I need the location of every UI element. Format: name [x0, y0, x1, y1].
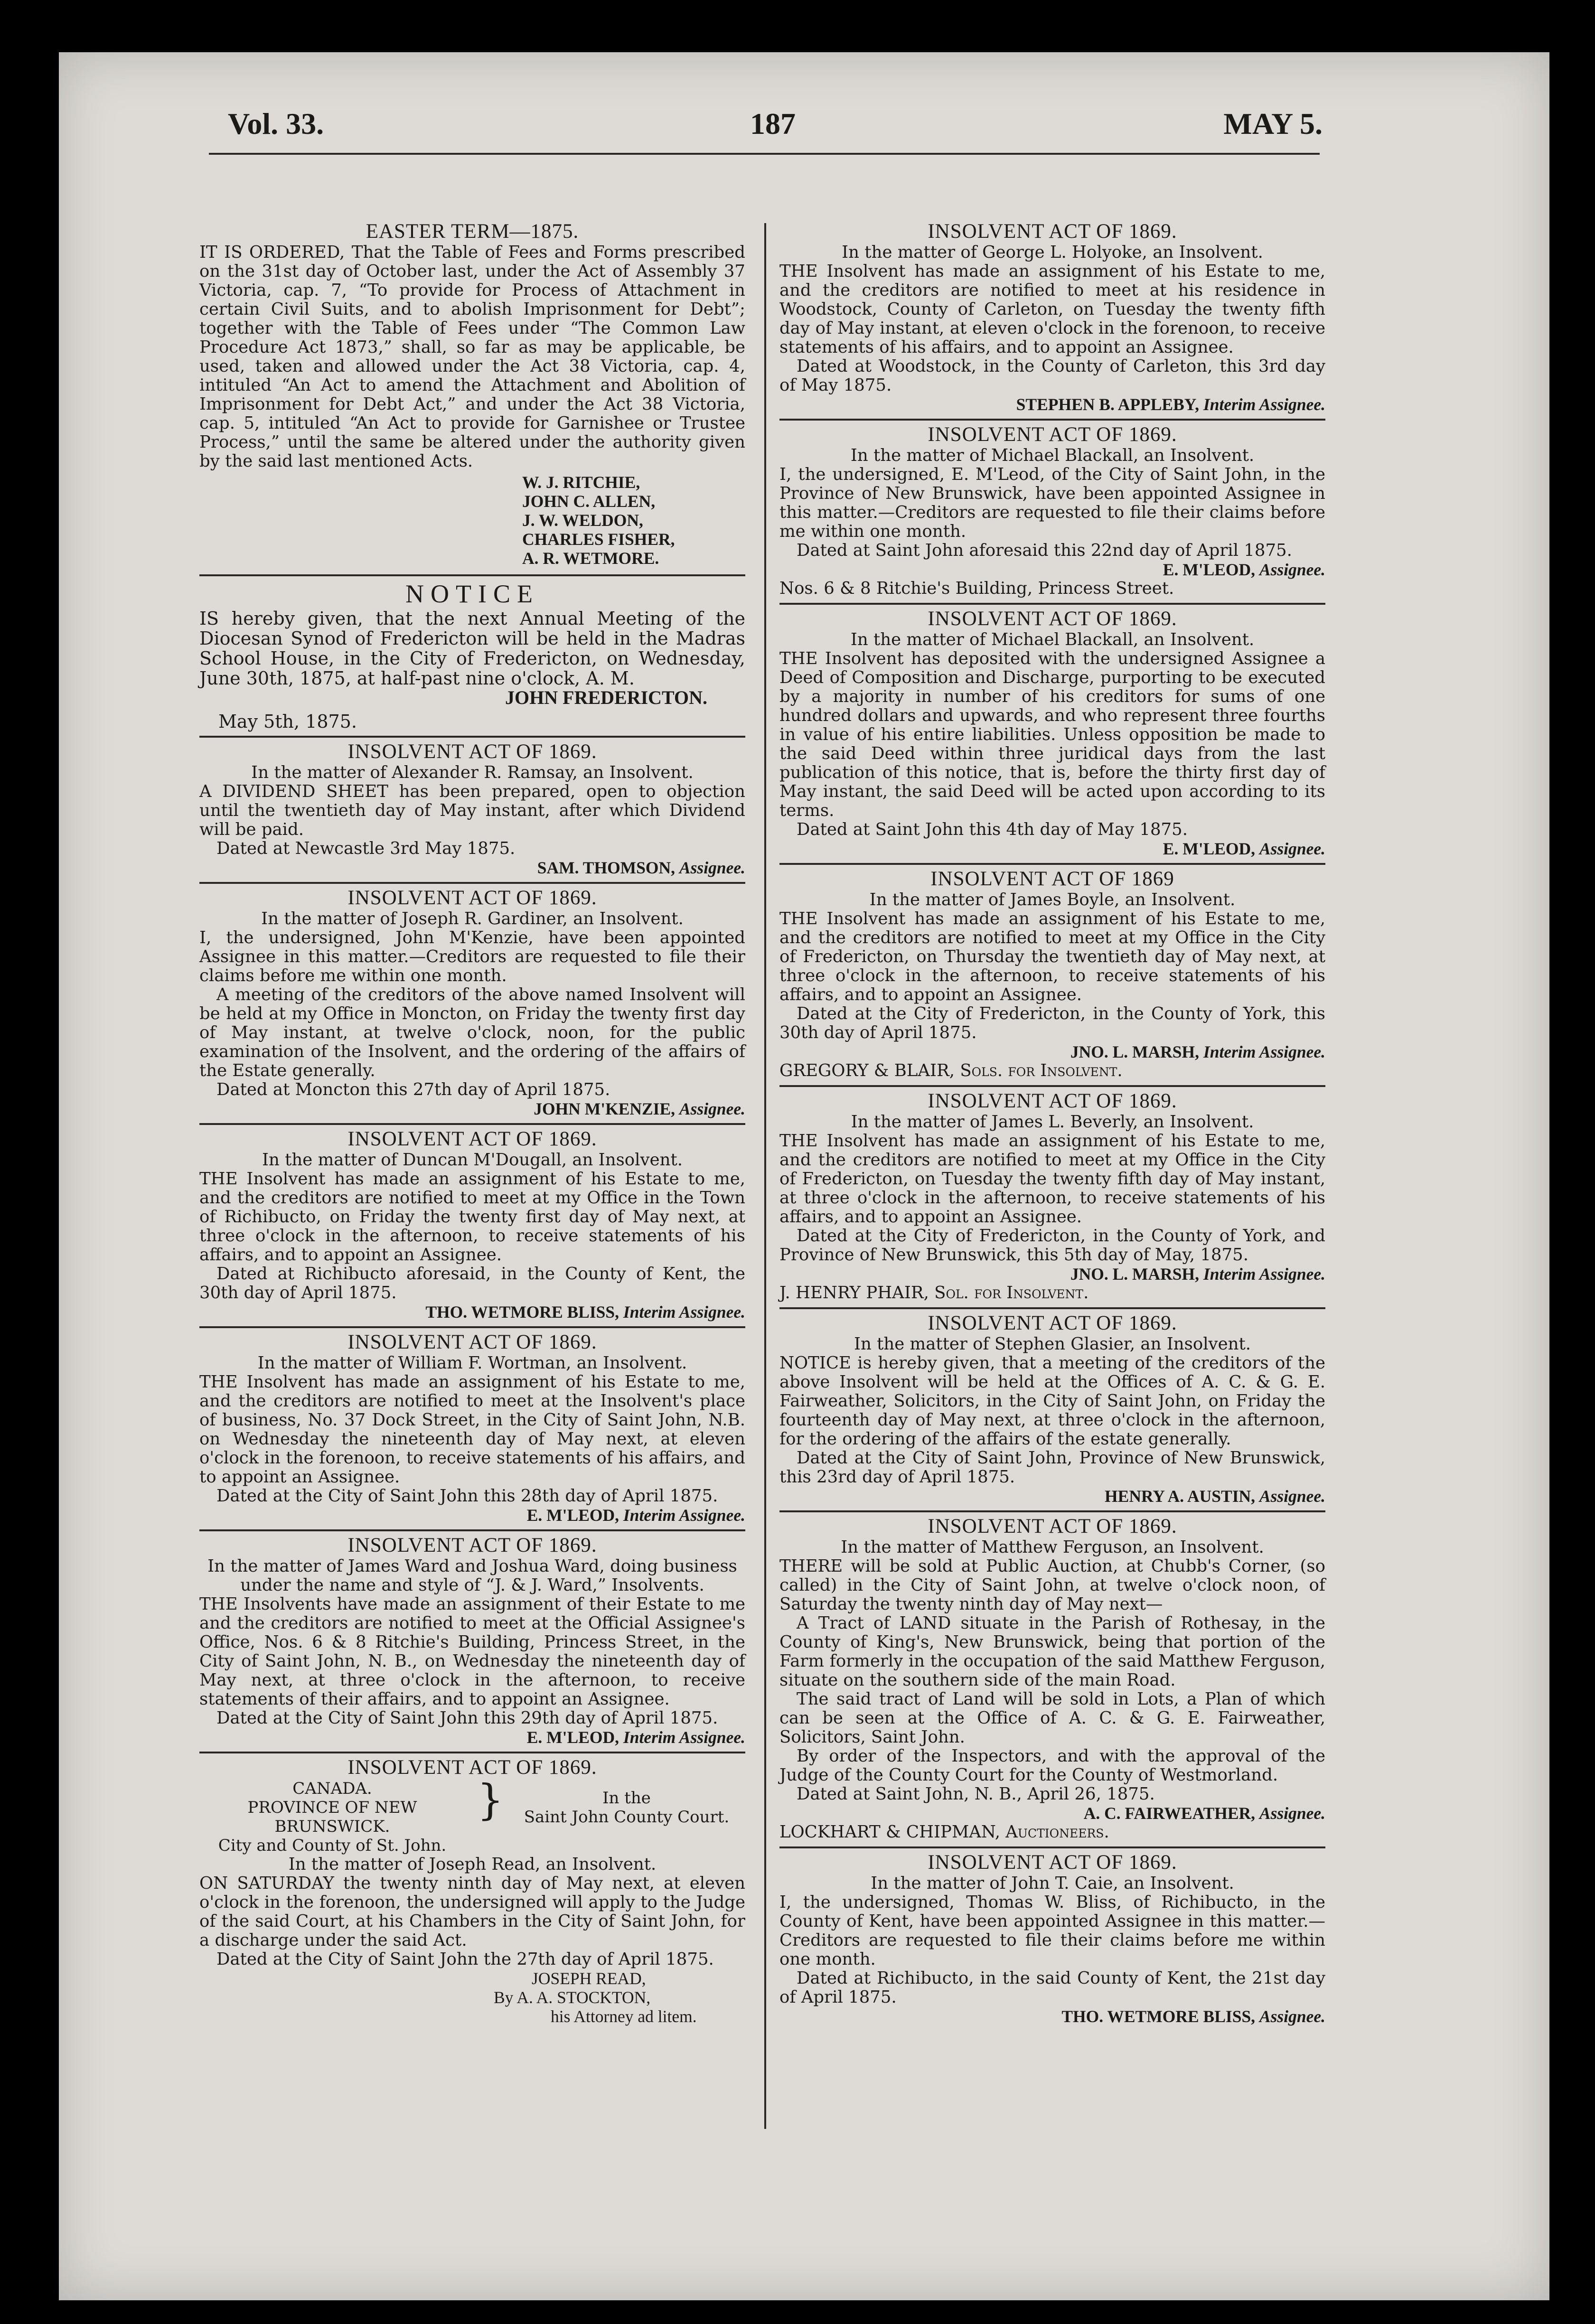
notice-body: THE Insolvent has deposited with the undersigned Assignee a Deed of Composition and Discharge, purporting to be executed by a majority in number of his creditors for sums of one hundred dollars and upwards, and who represent three fourths in value of his entire liabilities. Unless opposition be made to the said Deed within three juridical days from the last publication of this notice, that is, before the thirty first day of May instant, the said Deed will be acted upon according to its terms.: [779, 649, 1325, 820]
notice-dated: Dated at Moncton this 27th day of April 1875.: [216, 1080, 610, 1099]
signature-line: By A. A. STOCKTON,: [494, 1988, 651, 2007]
notice-title: INSOLVENT ACT OF 1869: [930, 868, 1174, 890]
notice-subject: In the matter of Joseph R. Gardiner, an Insolvent.: [261, 909, 684, 928]
signature-role: Interim Assignee.: [623, 1303, 745, 1321]
notice-signature: JOHN FREDERICTON.: [505, 687, 707, 708]
notice-signature: JNO. L. MARSH, Interim Assignee.: [1070, 1042, 1325, 1061]
notice-body: A Tract of LAND situate in the Parish of Rothesay, in the County of King's, New Brunswick, being that portion of the Farm formerly in the occupation of the said Matthew Ferguson, situate on the southern side of the main Road.: [779, 1613, 1325, 1690]
notice-subject: In the matter of James Ward and Joshua Ward, doing business under the name and style of “J. & J. Ward,” Insolvents.: [207, 1556, 737, 1595]
signature-role: Assignee.: [1259, 1804, 1325, 1823]
court-country: CANADA.: [292, 1779, 372, 1798]
court-heading: [199, 1775, 745, 1855]
signature-line: CHARLES FISHER,: [522, 530, 675, 549]
notice-dated: Dated at the City of Saint John the 27th day of April 1875.: [216, 1949, 714, 1969]
notice-body: THE Insolvent has made an assignment of his Estate to me, and the creditors are notified to meet at my Office in the City of Fredericton, on Thursday the twentieth day of May next, at three o'clock in the afternoon, to receive statements of his affairs, and to appoint an Assignee.: [779, 909, 1325, 1004]
notice-dated: Dated at the City of Fredericton, in the County of York, this 30th day of April 1875.: [779, 1004, 1325, 1042]
page-number: 187: [750, 107, 796, 141]
notice-blackall-composition: [779, 603, 1325, 863]
signature-role: Assignee.: [1259, 839, 1325, 858]
notice-body: A meeting of the creditors of the above named Insolvent will be held at my Office in Moncton, on Friday the twenty first day of May instant, at twelve o'clock, noon, for the public examination of the Insolvent, and the ordering of the affairs of the Estate generally.: [199, 985, 745, 1080]
notice-solicitor: J. HENRY PHAIR, Sol. for Insolvent.: [779, 1283, 1089, 1303]
right-column: [779, 217, 1325, 2031]
notice-body: By order of the Inspectors, and with the approval of the Judge of the County Court for the County of Westmorland.: [779, 1746, 1325, 1785]
notice-body: IS hereby given, that the next Annual Meeting of the Diocesan Synod of Fredericton will be held in the Madras School House, in the City of Fredericton, on Wednesday, June 30th, 1875, at half-past nine o'clock, A. M.: [199, 608, 745, 689]
notice-subject: In the matter of Michael Blackall, an Insolvent.: [850, 630, 1255, 649]
notice-signature-block: [494, 1969, 745, 2026]
notice-signature: STEPHEN B. APPLEBY, Interim Assignee.: [1016, 395, 1325, 414]
notice-title: INSOLVENT ACT OF 1869.: [928, 220, 1177, 243]
notice-easter-term: [199, 217, 745, 574]
notice-title: INSOLVENT ACT OF 1869.: [347, 1534, 597, 1556]
notice-body: A DIVIDEND SHEET has been prepared, open to objection until the twentieth day of May instant, after which Dividend will be paid.: [199, 782, 745, 839]
notice-signature: E. M'LEOD, Assignee.: [1163, 560, 1325, 579]
notice-ward: [199, 1529, 745, 1752]
signature-role: Interim Assignee.: [1203, 1265, 1325, 1284]
notice-body: THERE will be sold at Public Auction, at Chubb's Corner, (so called) in the City of Saint John, at twelve o'clock noon, of Saturday the twenty ninth day of May next—: [779, 1556, 1325, 1614]
notice-ramsay: [199, 736, 745, 882]
notice-blackall-assignee: [779, 419, 1325, 603]
notice-title: INSOLVENT ACT OF 1869.: [928, 1515, 1177, 1537]
notice-dated: Dated at Newcastle 3rd May 1875.: [216, 839, 516, 858]
court-county: City and County of St. John.: [218, 1836, 447, 1855]
signature-role: Assignee.: [1259, 560, 1325, 579]
notice-auctioneers: LOCKHART & CHIPMAN, Auctioneers.: [779, 1822, 1109, 1842]
notice-title: INSOLVENT ACT OF 1869.: [928, 608, 1177, 630]
signature-role: Assignee.: [1259, 1487, 1325, 1506]
notice-title: NOTICE: [405, 580, 539, 608]
notice-body: THE Insolvent has made an assignment of his Estate to me, and the creditors are notified to meet at the Insolvent's place of business, No. 37 Dock Street, in the City of Saint John, N.B. on Wednesday the nineteenth day of May next, at eleven o'clock in the forenoon, to receive statements of his affairs, and to appoint an Assignee.: [199, 1372, 745, 1487]
notice-signature: A. C. FAIRWEATHER, Assignee.: [1083, 1804, 1325, 1823]
notice-body: I, the undersigned, Thomas W. Bliss, of Richibucto, in the County of Kent, have been appointed Assignee in this matter.—Creditors are requested to file their claims before me within one month.: [779, 1893, 1325, 1969]
signature-line: JOHN C. ALLEN,: [522, 492, 656, 511]
notice-body: IT IS ORDERED, That the Table of Fees and Forms prescribed on the 31st day of October last, under the Act of Assembly 37 Victoria, cap. 7, “To provide for Process of Attachment in certain Civil Suits, and to abolish Imprisonment for Debt”; together with the Table of Fees under “The Common Law Procedure Act 1873,” shall, so far as may be applicable, be used, taken and allowed under the Act 38 Victoria, cap. 4, intituled “An Act to amend the Attachment and Abolition of Imprisonment for Debt Act,” and under the Act 38 Victoria, cap. 5, intituled “An Act to provide for Garnishee or Trustee Process,” until the same be altered under the authority given by the said last mentioned Acts.: [199, 243, 745, 471]
signature-role: Interim Assignee.: [1203, 395, 1325, 414]
court-province: PROVINCE OF NEW BRUNSWICK.: [247, 1798, 417, 1836]
volume-number: Vol. 33.: [228, 107, 324, 141]
notice-body: THE Insolvent has made an assignment of his Estate to me, and the creditors are notified to meet at my Office in the Town of Richibucto, on Friday the twenty first day of May next, at three o'clock in the afternoon, to receive statements of his affairs, and to appoint an Assignee.: [199, 1169, 745, 1265]
notice-glasier: [779, 1307, 1325, 1510]
notice-title: INSOLVENT ACT OF 1869.: [928, 1090, 1177, 1112]
notice-signature: JNO. L. MARSH, Interim Assignee.: [1070, 1265, 1325, 1284]
notice-dated: Dated at Saint John, N. B., April 26, 1875.: [797, 1784, 1155, 1804]
notice-body: ON SATURDAY the twenty ninth day of May next, at eleven o'clock in the forenoon, the undersigned will apply to the Judge of the said Court, at his Chambers in the City of Saint John, for a discharge under the said Act.: [199, 1874, 745, 1950]
notice-signature: JOHN M'KENZIE, Assignee.: [534, 1099, 745, 1118]
notice-beverly: [779, 1085, 1325, 1307]
notice-title: EASTER TERM—1875.: [366, 220, 579, 243]
notice-title: INSOLVENT ACT OF 1869.: [347, 1331, 597, 1353]
notice-dated: Dated at Richibucto, in the said County of Kent, the 21st day of April 1875.: [779, 1968, 1325, 2007]
notice-title: INSOLVENT ACT OF 1869.: [347, 740, 597, 763]
signature-role: Interim Assignee.: [1203, 1042, 1325, 1061]
signature-role: Interim Assignee.: [623, 1728, 745, 1747]
notice-date: May 5th, 1875.: [218, 711, 357, 732]
notice-subject: In the matter of Joseph Read, an Insolvent.: [288, 1855, 657, 1874]
notice-caie: [779, 1846, 1325, 2031]
notice-read: [199, 1752, 745, 2031]
notice-body: I, the undersigned, E. M'Leod, of the City of Saint John, in the Province of New Brunswick, have been appointed Assignee in this matter.—Creditors are requested to file their claims before me within one month.: [779, 465, 1325, 541]
notice-dated: Dated at the City of Fredericton, in the County of York, and Province of New Brunswick, this 5th day of May, 1875.: [779, 1226, 1325, 1265]
notice-dated: Dated at the City of Saint John this 28th day of April 1875.: [216, 1486, 718, 1506]
notice-body: I, the undersigned, John M'Kenzie, have been appointed Assignee in this matter.—Creditors are requested to file their claims before me within one month.: [199, 928, 745, 985]
notice-subject: In the matter of Stephen Glasier, an Insolvent.: [854, 1334, 1251, 1354]
column-divider: [764, 223, 766, 2129]
signature-line: J. W. WELDON,: [522, 511, 643, 530]
signature-line: A. R. WETMORE.: [522, 549, 659, 568]
signature-role: Assignee.: [679, 858, 745, 877]
notice-gardiner: [199, 882, 745, 1123]
page-header: [166, 106, 1323, 159]
issue-date: MAY 5.: [1223, 107, 1323, 141]
notice-signature: HENRY A. AUSTIN, Assignee.: [1105, 1487, 1325, 1506]
court-name: Saint John County Court.: [524, 1808, 730, 1827]
notice-subject: In the matter of George L. Holyoke, an Insolvent.: [842, 243, 1263, 262]
court-in-the: In the: [602, 1789, 651, 1808]
left-column: [199, 217, 745, 2031]
judge-signatures: [522, 473, 745, 568]
notice-dated: Dated at Richibucto aforesaid, in the County of Kent, the 30th day of April 1875.: [199, 1264, 745, 1303]
notice-address: Nos. 6 & 8 Ritchie's Building, Princess Street.: [779, 579, 1174, 598]
notice-mcdougall: [199, 1123, 745, 1326]
notice-wortman: [199, 1326, 745, 1529]
notice-dated: Dated at Saint John this 4th day of May 1875.: [797, 820, 1188, 839]
notice-solicitors: GREGORY & BLAIR, Sols. for Insolvent.: [779, 1061, 1123, 1080]
notice-subject: In the matter of Duncan M'Dougall, an Insolvent.: [262, 1150, 683, 1170]
notice-boyle: [779, 863, 1325, 1085]
notice-signature: E. M'LEOD, Assignee.: [1163, 839, 1325, 858]
notice-subject: In the matter of Alexander R. Ramsay, an Insolvent.: [251, 763, 694, 782]
header-rule: [209, 153, 1320, 155]
notice-subject: In the matter of James L. Beverly, an Insolvent.: [851, 1112, 1254, 1132]
notice-signature: THO. WETMORE BLISS, Assignee.: [1061, 2007, 1325, 2026]
notice-dated: Dated at Woodstock, in the County of Carleton, this 3rd day of May 1875.: [779, 356, 1325, 395]
notice-title: INSOLVENT ACT OF 1869.: [928, 1851, 1177, 1874]
notice-body: The said tract of Land will be sold in Lots, a Plan of which can be seen at the Office of A. C. & G. E. Fairweather, Solicitors, Saint John.: [779, 1689, 1325, 1747]
brace-icon: }: [477, 1775, 504, 1824]
signature-role: Interim Assignee.: [623, 1506, 745, 1525]
signature-line: his Attorney ad litem.: [551, 2007, 697, 2026]
signature-line: JOSEPH READ,: [532, 1969, 646, 1988]
notice-signature: E. M'LEOD, Interim Assignee.: [526, 1728, 745, 1747]
notice-subject: In the matter of James Boyle, an Insolvent.: [869, 890, 1236, 909]
notice-title: INSOLVENT ACT OF 1869.: [347, 1128, 597, 1150]
notice-ferguson: [779, 1510, 1325, 1846]
notice-subject: In the matter of John T. Caie, an Insolvent.: [871, 1874, 1234, 1893]
notice-signature: SAM. THOMSON, Assignee.: [537, 858, 745, 877]
notice-body: THE Insolvents have made an assignment of their Estate to me and the creditors are notified to meet at the Official Assignee's Office, Nos. 6 & 8 Ritchie's Building, Princess Street, in the City of Saint John, N. B., on Wednesday the nineteenth day of May next, at three o'clock in the afternoon, to receive statements of their affairs, and to appoint an Assignee.: [199, 1594, 745, 1709]
notice-body: NOTICE is hereby given, that a meeting of the creditors of the above Insolvent will be held at the Offices of A. C. & G. E. Fairweather, Solicitors, in the City of Saint John, on Friday the fourteenth day of May next, at three o'clock in the afternoon, for the ordering of the affairs of the estate generally.: [779, 1353, 1325, 1449]
notice-subject: In the matter of Matthew Ferguson, an Insolvent.: [841, 1537, 1264, 1557]
notice-title: INSOLVENT ACT OF 1869.: [347, 1756, 597, 1779]
notice-title: INSOLVENT ACT OF 1869.: [928, 1312, 1177, 1334]
notice-subject: In the matter of Michael Blackall, an Insolvent.: [850, 446, 1255, 465]
notice-holyoke: [779, 217, 1325, 419]
notice-dated: Dated at the City of Saint John this 29th day of April 1875.: [216, 1708, 718, 1728]
signature-role: Assignee.: [679, 1099, 745, 1118]
signature-role: Assignee.: [1259, 2007, 1325, 2026]
notice-title: INSOLVENT ACT OF 1869.: [928, 423, 1177, 446]
notice-body: THE Insolvent has made an assignment of his Estate to me, and the creditors are notified to meet at his residence in Woodstock, County of Carleton, on Tuesday the twenty fifth day of May instant, at eleven o'clock in the forenoon, to receive statements of his affairs, and to appoint an Assignee.: [779, 262, 1325, 357]
notice-synod: [199, 574, 745, 736]
notice-title: INSOLVENT ACT OF 1869.: [347, 887, 597, 909]
signature-line: W. J. RITCHIE,: [522, 473, 640, 492]
notice-body: THE Insolvent has made an assignment of his Estate to me, and the creditors are notified to meet at my Office in the City of Fredericton, on Tuesday the twenty fifth day of May instant, at three o'clock in the afternoon, to receive statements of his affairs, and to appoint an Assignee.: [779, 1131, 1325, 1227]
notice-signature: THO. WETMORE BLISS, Interim Assignee.: [425, 1303, 745, 1321]
notice-dated: Dated at the City of Saint John, Province of New Brunswick, this 23rd day of April 1875.: [779, 1448, 1325, 1487]
notice-dated: Dated at Saint John aforesaid this 22nd day of April 1875.: [797, 541, 1292, 560]
notice-subject: In the matter of William F. Wortman, an Insolvent.: [257, 1353, 687, 1373]
notice-signature: E. M'LEOD, Interim Assignee.: [526, 1506, 745, 1525]
